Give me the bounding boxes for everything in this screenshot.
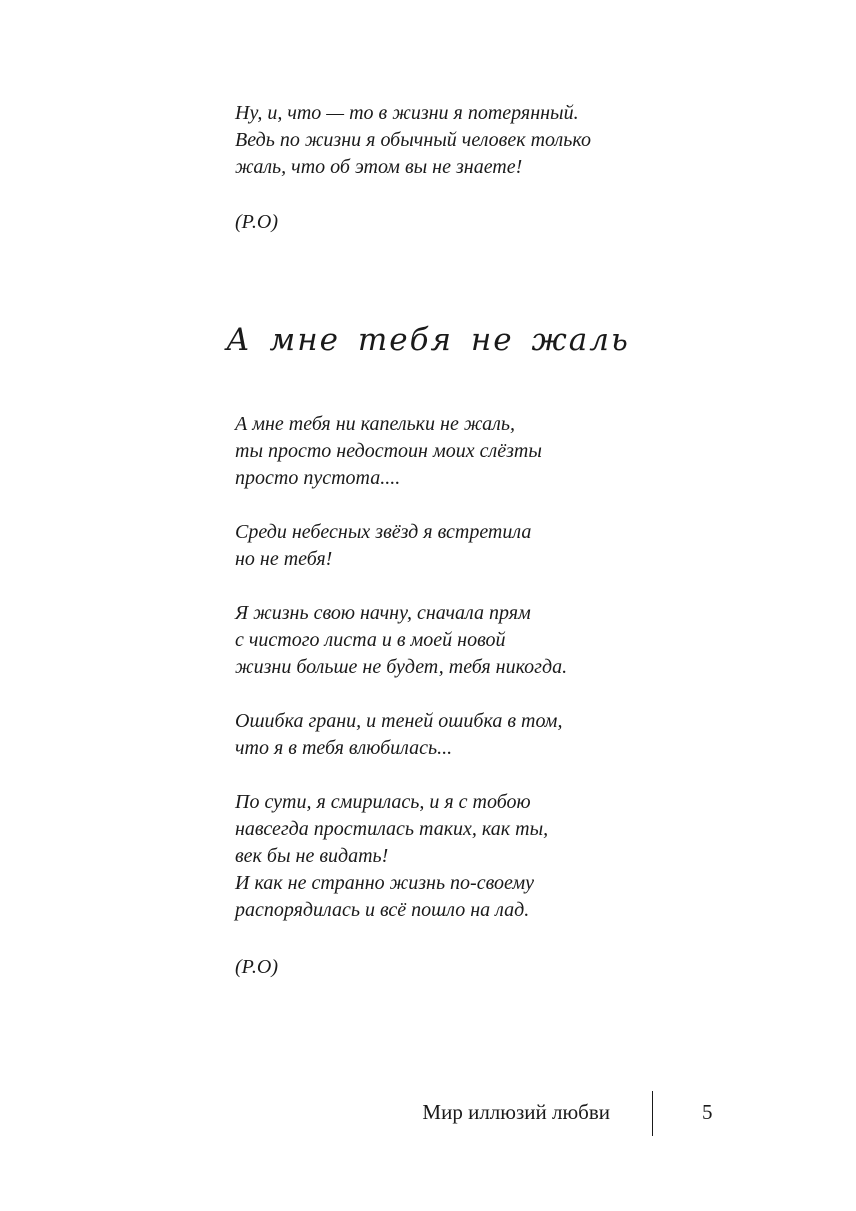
poem-line: распорядилась и всё пошло на лад.: [235, 899, 530, 921]
previous-poem-ending: [235, 100, 715, 181]
poem-line: Ведь по жизни я обычный человек только: [235, 129, 591, 151]
poem-line: Ну, и, что — то в жизни я потерянный.: [235, 102, 579, 124]
stanza: [235, 708, 715, 762]
poem-line: жаль, что об этом вы не знаете!: [235, 156, 523, 178]
poem-line: что я в тебя влюбилась...: [235, 737, 453, 759]
author-signature: (Р.О): [235, 956, 278, 978]
running-footer-book-title: Мир иллюзий любви: [422, 1100, 610, 1124]
poem-body: [235, 411, 715, 924]
author-signature: (Р.О): [235, 211, 278, 233]
poem-line: По сути, я смирилась, и я с тобою: [235, 791, 531, 813]
poem-line: век бы не видать!: [235, 845, 389, 867]
stanza: [235, 600, 715, 681]
poem-line: А мне тебя ни капельки не жаль,: [235, 413, 515, 435]
stanza: [235, 411, 715, 492]
poem-line: навсегда простилась таких, как ты,: [235, 818, 549, 840]
poem-line: Ошибка грани, и теней ошибка в том,: [235, 710, 563, 732]
poem-line: И как не странно жизнь по-своему: [235, 872, 535, 894]
poem-line: ты просто недостоин моих слёзты: [235, 440, 542, 462]
footer-divider: [652, 1091, 653, 1136]
stanza: [235, 789, 715, 924]
stanza: [235, 519, 715, 573]
page-number: 5: [702, 1100, 713, 1124]
stanza: [235, 100, 715, 181]
poem-title: А мне тебя не жаль: [226, 322, 630, 358]
poem-line: Я жизнь свою начну, сначала прям: [235, 602, 531, 624]
poem-line: жизни больше не будет, тебя никогда.: [235, 656, 568, 678]
poem-line: но не тебя!: [235, 548, 333, 570]
poem-line: с чистого листа и в моей новой: [235, 629, 506, 651]
poem-line: Среди небесных звёзд я встретила: [235, 521, 532, 543]
poem-line: просто пустота....: [235, 467, 401, 489]
